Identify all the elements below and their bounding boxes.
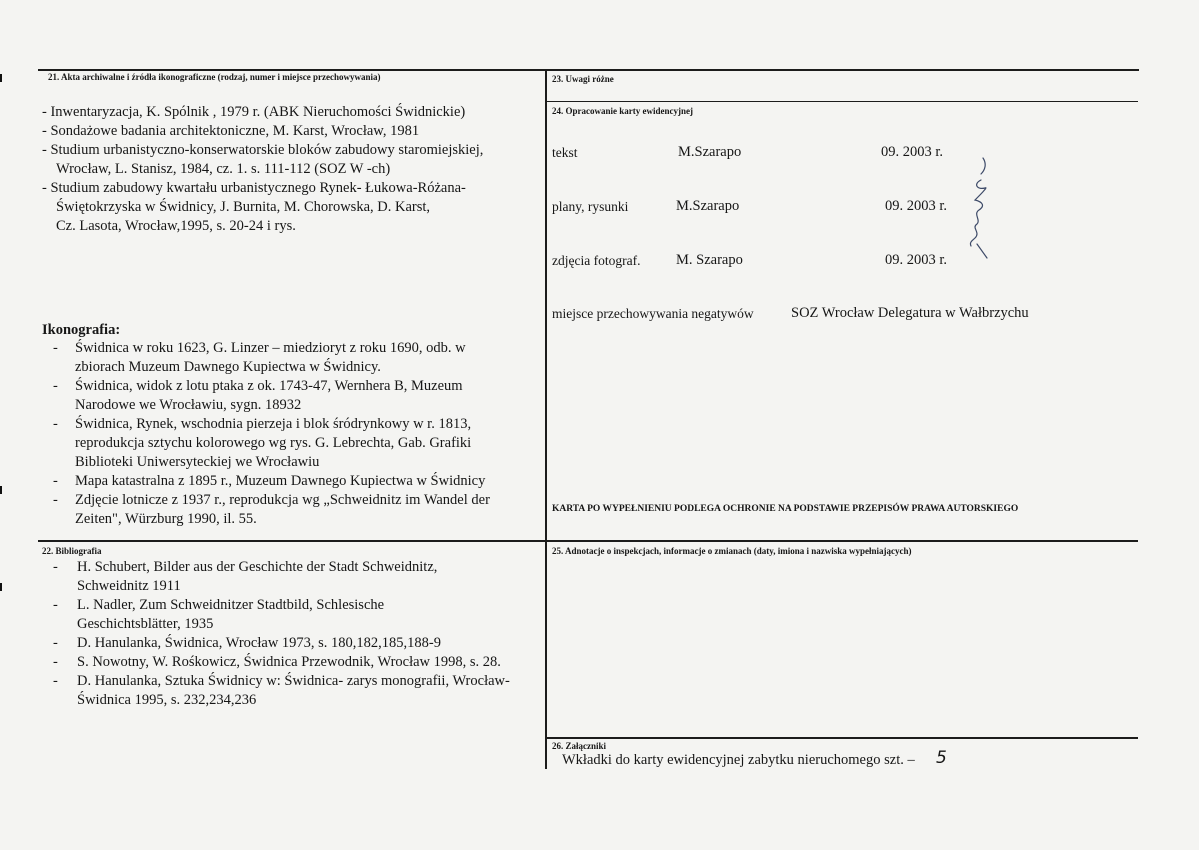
archive-line: Wrocław, L. Stanisz, 1984, cz. 1. s. 111-112 (SOZ W -ch) (56, 161, 391, 177)
iconography-line: Zeiten", Würzburg 1990, il. 55. (75, 511, 257, 527)
row-date: 09. 2003 r. (885, 198, 948, 214)
row-date: 09. 2003 r. (881, 144, 944, 160)
attachments-count: 5 (936, 748, 947, 768)
s23-header: 23. Uwagi różne (552, 74, 614, 84)
iconography-line: Świdnica, widok z lotu ptaka z ok. 1743-47, Wernhera B, Muzeum (75, 378, 463, 394)
bullet-dash: - (53, 378, 58, 394)
iconography-line: Zdjęcie lotnicze z 1937 r., reprodukcja wg „Schweidnitz im Wandel der (75, 492, 490, 508)
negatives-label: miejsce przechowywania negatywów (552, 306, 754, 321)
column-divider (545, 69, 547, 769)
row-label: tekst (552, 145, 578, 160)
bullet-dash: - (53, 635, 58, 651)
bullet-dash: - (53, 492, 58, 508)
signature-scribble (955, 150, 1005, 270)
bibliography-line: Geschichtsblätter, 1935 (77, 616, 214, 632)
iconography-line: zbiorach Muzeum Dawnego Kupiectwa w Świdnicy. (75, 359, 381, 375)
bibliography-line: D. Hanulanka, Świdnica, Wrocław 1973, s. 180,182,185,188-9 (77, 635, 442, 651)
bibliography-line: L. Nadler, Zum Schweidnitzer Stadtbild, Schlesische (77, 597, 385, 613)
row-author: M. Szarapo (676, 252, 743, 268)
iconography-line: Biblioteki Uniwersyteckiej we Wrocławiu (75, 454, 320, 470)
row-date: 09. 2003 r. (885, 252, 948, 268)
bibliography-line: Schweidnitz 1911 (77, 578, 181, 594)
s25-header: 25. Adnotacje o inspekcjach, informacje o zmianach (daty, imiona i nazwiska wypełniających) (552, 546, 912, 556)
bullet-dash: - (53, 473, 58, 489)
s24-bottom-line (546, 540, 1138, 542)
s22-header: 22. Bibliografia (42, 546, 102, 556)
bibliography-line: D. Hanulanka, Sztuka Świdnicy w: Świdnica- zarys monografii, Wrocław- (77, 673, 510, 689)
copyright-notice: KARTA PO WYPEŁNIENIU PODLEGA OCHRONIE NA PODSTAWIE PRZEPISÓW PRAWA AUTORSKIEGO (552, 504, 1019, 514)
negatives-value: SOZ Wrocław Delegatura w Wałbrzychu (791, 305, 1029, 321)
attachments-text: Wkładki do karty ewidencyjnej zabytku nieruchomego szt. – (562, 752, 915, 768)
s24-header: 24. Opracowanie karty ewidencyjnej (552, 106, 693, 116)
iconography-line: reprodukcja sztychu kolorowego wg rys. G. Lebrechta, Gab. Grafiki (75, 435, 472, 451)
iconography-title: Ikonografia: (42, 322, 121, 338)
bullet-dash: - (53, 673, 58, 689)
row-label: zdjęcia fotograf. (552, 253, 641, 268)
iconography-line: Świdnica, Rynek, wschodnia pierzeja i blok śródrynkowy w r. 1813, (75, 416, 472, 432)
archive-line: - Sondażowe badania architektoniczne, M. Karst, Wrocław, 1981 (42, 123, 420, 139)
s23-bottom-line (546, 101, 1138, 102)
archive-line: Świętokrzyska w Świdnicy, J. Burnita, M. Chorowska, D. Karst, (56, 199, 431, 215)
s21-header: 21. Akta archiwalne i źródła ikonograficzne (rodzaj, numer i miejsce przechowywania) (48, 72, 381, 82)
bibliography-line: H. Schubert, Bilder aus der Geschichte der Stadt Schweidnitz, (77, 559, 438, 575)
bullet-dash: - (53, 559, 58, 575)
row-label: plany, rysunki (552, 199, 629, 214)
bullet-dash: - (53, 416, 58, 432)
row-author: M.Szarapo (676, 198, 740, 214)
bibliography-line: Świdnica 1995, s. 232,234,236 (77, 692, 257, 708)
left-scan-edge-2 (0, 486, 2, 494)
s26-header: 26. Załączniki (552, 741, 607, 751)
iconography-line: Narodowe we Wrocławiu, sygn. 18932 (75, 397, 302, 413)
bullet-dash: - (53, 597, 58, 613)
left-scan-edge-3 (0, 583, 2, 591)
bullet-dash: - (53, 340, 58, 356)
row-author: M.Szarapo (678, 144, 742, 160)
archive-line: - Studium urbanistyczno-konserwatorskie bloków zabudowy staromiejskiej, (42, 142, 484, 158)
archive-line: - Studium zabudowy kwartału urbanistycznego Rynek- Łukowa-Różana- (42, 180, 466, 196)
bibliography-line: S. Nowotny, W. Rośkowicz, Świdnica Przewodnik, Wrocław 1998, s. 28. (77, 654, 501, 670)
left-mid-divider (38, 540, 546, 542)
s25-bottom-line (546, 737, 1138, 739)
archive-line: Cz. Lasota, Wrocław,1995, s. 20-24 i rys. (56, 218, 296, 234)
archive-line: - Inwentaryzacja, K. Spólnik , 1979 r. (ABK Nieruchomości Świdnickie) (42, 104, 466, 120)
top-border-line (38, 69, 1139, 71)
left-scan-edge (0, 74, 2, 82)
bullet-dash: - (53, 654, 58, 670)
iconography-line: Świdnica w roku 1623, G. Linzer – miedzioryt z roku 1690, odb. w (75, 340, 466, 356)
iconography-line: Mapa katastralna z 1895 r., Muzeum Dawnego Kupiectwa w Świdnicy (75, 473, 486, 489)
